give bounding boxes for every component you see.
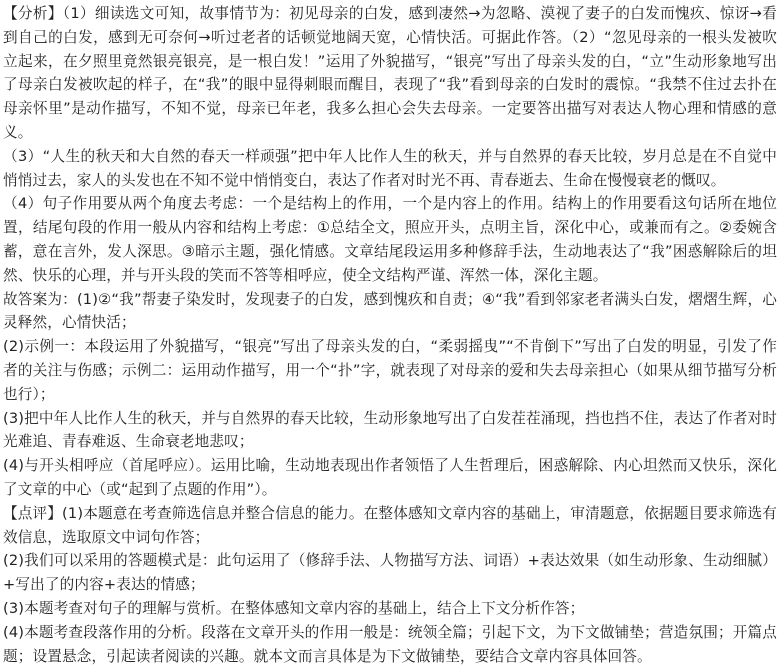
answer-paragraph-3: (3)把中年人比作人生的秋天，并与自然界的春天比较，生动形象地写出了白发茬茬涌现，挡也挡不住，表达了作者对时光难追、青春难返、生命衰老地悲叹；: [3, 409, 777, 451]
comment-paragraph-4: (4)本题考查段落作用的分析。段落在文章开头的作用一般是：统领全篇；引起下文，为下文做铺垫；营造氛围；开篇点题；设置悬念，引起读者阅读的兴趣。就本文而言具体是为下文做铺垫，要结合文章内容具体回答。: [3, 623, 777, 665]
answer-paragraph-4: (4)与开头相呼应（首尾呼应）。运用比喻，生动地表现出作者领悟了人生哲理后，困惑解除、内心坦然而又快乐，深化了文章的中心（或“起到了点题的作用”）。: [3, 457, 777, 498]
answer-paragraph-1: 故答案为：(1)②“我”帮妻子染发时，发现妻子的白发，感到愧疚和自责；④“我”看到邻家老者满头白发，熠熠生辉，心灵释然，心情快活；: [3, 290, 777, 332]
comment-paragraph-3: (3)本题考查对句子的理解与赏析。在整体感知文章内容的基础上，结合上下文分析作答；: [3, 599, 585, 617]
answer-section: [3, 288, 777, 502]
comment-section: [3, 502, 777, 668]
comment-paragraph-1: 【点评】(1)本题意在考查筛选信息并整合信息的能力。在整体感知文章内容的基础上，审清题意，依据题目要求筛选有效信息，选取原文中词句作答；: [3, 504, 777, 546]
answer-paragraph-2: (2)示例一：本段运用了外貌描写，“银亮”写出了母亲头发的白，“柔弱摇曳”“不肯倒下”写出了白发的明显，引发了作者的关注与伤感；示例二：运用动作描写，用一个“扑”字，就表现了对母亲的爱和失去母亲担心（如果从细节描写分析也行）；: [3, 338, 777, 403]
analysis-paragraph-3: （4）句子作用要从两个角度去考虑：一个是结构上的作用，一个是内容上的作用。结构上的作用要看这句话所在地位置，结尾句段的作用一般从内容和结构上考虑：①总结全文，照应开头，点明主旨，深化中心，或兼而有之。②委婉含蓄，意在言外，发人深思。③暗示主题，强化情感。文章结尾段运用多种修辞手法，生动地表达了“我”困惑解除后的坦然、快乐的心理，并与开头段的笑而不答等相呼应，使全文结构严谨、浑然一体，深化主题。: [3, 195, 777, 284]
analysis-section: [3, 2, 777, 288]
comment-paragraph-2: (2)我们可以采用的答题模式是：此句运用了（修辞手法、人物描写方法、词语）+表达效果（如生动形象、生动细腻）+写出了的内容+表达的情感；: [3, 552, 777, 594]
analysis-paragraph-1: 【分析】（1）细读选文可知，故事情节为：初见母亲的白发，感到凄然→为忽略、漠视了妻子的白发而愧疚、惊讶→看到自己的白发，感到无可奈何→听过老者的话顿觉地阔天宽，心情快活。可据此作答。（2）“忽见母亲的一根头发被吹立起来，在夕照里竟然银亮银亮，是一根白发！”运用了外貌描写，“银亮”写出了母亲头发的白，“立”生动形象地写出了母亲白发被吹起的样子，在“我”的眼中显得刺眼而醒目，表现了“我”看到母亲的白发时的震惊。“我禁不住过去扑在母亲怀里”是动作描写，不知不觉，母亲已年老，我多么担心会失去母亲。一定要答出描写对表达人物心理和情感的意义。: [3, 5, 777, 141]
analysis-paragraph-2: （3）“人生的秋天和大自然的春天一样顽强”把中年人比作人生的秋天，并与自然界的春天比较，岁月总是在不自觉中悄悄过去，家人的头发也在不知不觉中悄悄变白，表达了作者对时光不再、青春逝去、生命在慢慢衰老的慨叹。: [3, 147, 777, 189]
